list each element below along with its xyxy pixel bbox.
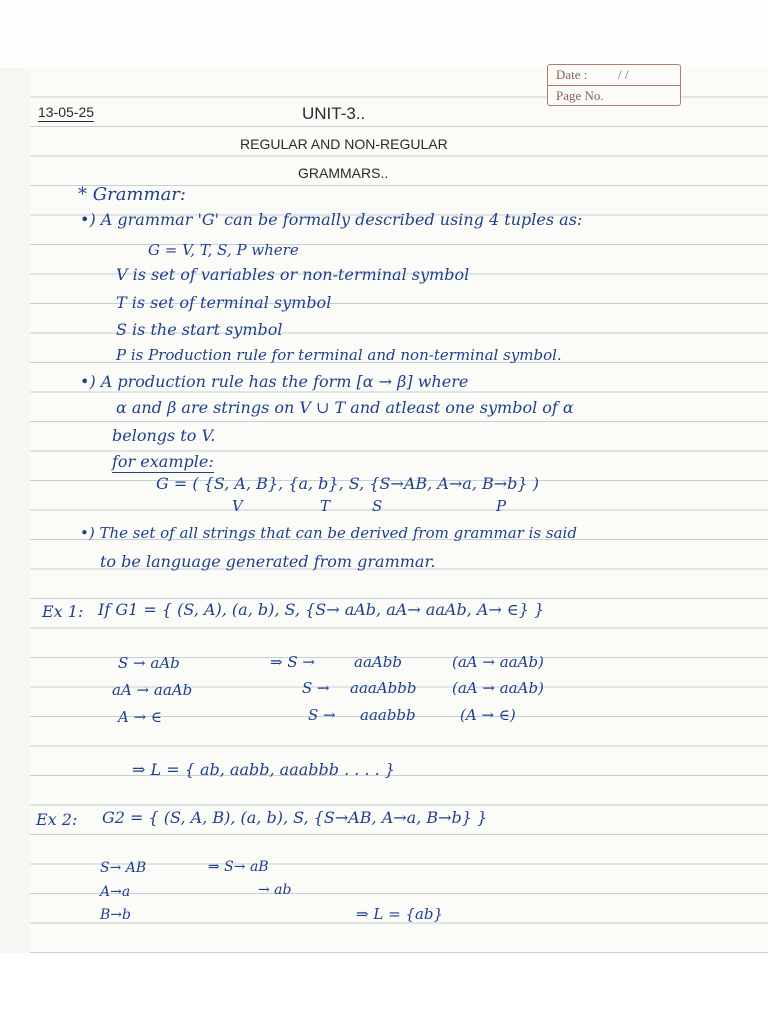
chapter-title-line-1: REGULAR AND NON-REGULAR (240, 136, 448, 152)
note-line-7: •) A production rule has the form [α → β] where (80, 372, 469, 391)
note-line-9: belongs to V. (112, 426, 216, 445)
page-number-label: Page No. (556, 88, 604, 103)
tuple-label-p: P (496, 497, 507, 515)
ex2-language: ⇒ L = {ab} (356, 905, 444, 923)
date-value: / / (618, 67, 629, 82)
ex2-definition: G2 = { (S, A, B), (a, b), S, {S→AB, A→a, B→b} } (102, 808, 488, 827)
tuple-label-s: S (372, 497, 383, 515)
note-line-1: •) A grammar 'G' can be formally described using 4 tuples as: (80, 210, 583, 229)
ex2-derivation-2: → ab (258, 882, 292, 898)
note-line-8: α and β are strings on V ∪ T and atleast one symbol of α (116, 398, 574, 417)
note-line-4: T is set of terminal symbol (116, 293, 332, 312)
note-line-10: for example: (112, 452, 214, 471)
unit-title: UNIT-3.. (302, 104, 366, 123)
ex2-rule-2: A→a (100, 884, 131, 900)
written-date: 13-05-25 (38, 104, 95, 120)
ex2-rule-3: B→b (100, 907, 131, 923)
ex1-derivation-2-string: aaaAbbb (350, 679, 417, 697)
note-line-2: G = V, T, S, P where (148, 241, 299, 259)
note-line-13: •) The set of all strings that can be derived from grammar is said (80, 524, 577, 542)
page-margin (0, 68, 31, 953)
ex1-label: Ex 1: (42, 602, 84, 621)
date-box-divider (548, 85, 680, 86)
note-line-3: V is set of variables or non-terminal symbol (116, 265, 470, 284)
ex1-rule-3: A → ∈ (118, 708, 163, 726)
date-label: Date : (556, 67, 588, 82)
ex1-derivation-1-arrow: ⇒ S → (270, 653, 315, 671)
ex1-derivation-3-rule: (A → ∈) (460, 706, 516, 724)
ex1-derivation-3-arrow: S → (308, 706, 336, 724)
note-line-6: P is Production rule for terminal and non-terminal symbol. (116, 346, 562, 364)
ex2-derivation-1: ⇒ S→ aB (208, 859, 269, 875)
note-line-14: to be language generated from grammar. (100, 552, 436, 571)
ex1-derivation-1-string: aaAbb (354, 653, 402, 671)
ex1-derivation-3-string: aaabbb (360, 706, 416, 724)
ex1-rule-2: aA → aaAb (112, 681, 193, 699)
note-line-5: S is the start symbol (116, 320, 283, 339)
ex1-rule-1: S → aAb (118, 654, 180, 672)
grammar-heading: * Grammar: (78, 184, 186, 205)
ex1-derivation-1-rule: (aA → aaAb) (452, 653, 544, 671)
note-line-11: G = ( {S, A, B}, {a, b}, S, {S→AB, A→a, B→b} ) (156, 474, 539, 493)
ex1-derivation-2-rule: (aA → aaAb) (452, 679, 544, 697)
tuple-label-v: V (232, 497, 243, 515)
ex1-language: ⇒ L = { ab, aabb, aaabbb . . . . } (132, 760, 395, 779)
page-bottom-blank (0, 953, 768, 1024)
ex2-rule-1: S→ AB (100, 860, 147, 876)
ex2-label: Ex 2: (36, 810, 78, 829)
ex1-definition: If G1 = { (S, A), (a, b), S, {S→ aAb, aA→ aaAb, A→ ∈} } (98, 600, 545, 619)
tuple-label-t: T (320, 497, 331, 515)
chapter-title-line-2: GRAMMARS.. (298, 165, 389, 181)
date-page-box (547, 64, 681, 106)
ex1-derivation-2-arrow: S → (302, 679, 330, 697)
